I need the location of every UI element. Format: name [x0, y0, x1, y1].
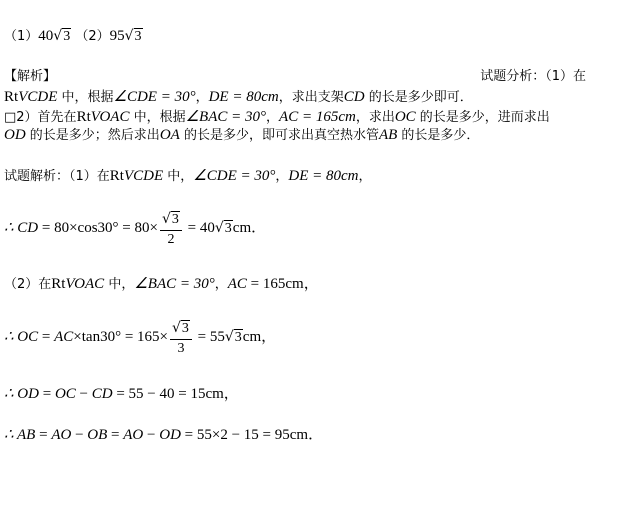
- solution-line-2: （2）在RtVOAC 中，∠BAC = 30°，AC = 165cm，: [4, 276, 319, 292]
- answer-1-coef: 40: [38, 28, 54, 44]
- answer-line: [4, 27, 143, 46]
- sqrt-3: √3: [224, 329, 242, 345]
- analysis-line-3: OD 的长是多少；然后求出OA 的长是多少，即可求出真空热水管AB 的长是多少．: [4, 127, 480, 143]
- sqrt-icon: √: [161, 210, 171, 227]
- analysis-line-1: RtVCDE 中，根据∠CDE = 30°，DE = 80cm，求出支架CD 的长是多少即可．: [4, 89, 473, 105]
- fraction-sqrt3-over-3: $\frac{√3}{3}$: [170, 318, 192, 358]
- equation-ab: ∴ AB = AO − OB = AO − OD = 55×2 − 15 = 95cm．: [4, 427, 324, 443]
- answer-1-sqrt: √3: [53, 28, 71, 44]
- answer-2-label: （2）: [75, 29, 110, 44]
- answer-2-coef: 95: [109, 28, 125, 44]
- sqrt-icon: √: [224, 329, 234, 345]
- fraction-sqrt3-over-2: $\frac{√3}{2}$: [160, 209, 182, 249]
- sqrt-3: √3: [214, 220, 232, 236]
- equation-od: ∴ OD = OC − CD = 55 − 40 = 15cm，: [4, 386, 239, 402]
- analysis-topic-label: 试题分析：（1）在: [480, 69, 586, 84]
- sqrt-icon: √: [53, 28, 63, 44]
- sqrt-icon: √: [214, 220, 224, 236]
- sqrt-icon: √: [171, 319, 181, 336]
- answer-2-sqrt: √3: [124, 28, 142, 44]
- solution-line-1: 试题解析：（1）在RtVCDE 中，∠CDE = 30°，DE = 80cm，: [4, 168, 372, 184]
- answer-1-label: （1）: [4, 29, 39, 44]
- analysis-line-2: □2）首先在RtVOAC 中，根据∠BAC = 30°，AC = 165cm，求出OC 的长是多少，进而求出: [4, 109, 550, 125]
- equation-cd: ∴ CD = 80×cos30° = 80× $\frac{√3}{2}$ = 40√3cm．: [4, 208, 266, 249]
- analysis-heading: 【解析】: [4, 69, 57, 84]
- sqrt-icon: √: [124, 28, 134, 44]
- equation-oc: ∴ OC = AC×tan30° = 165× $\frac{√3}{3}$ = 55√3cm，: [4, 317, 276, 358]
